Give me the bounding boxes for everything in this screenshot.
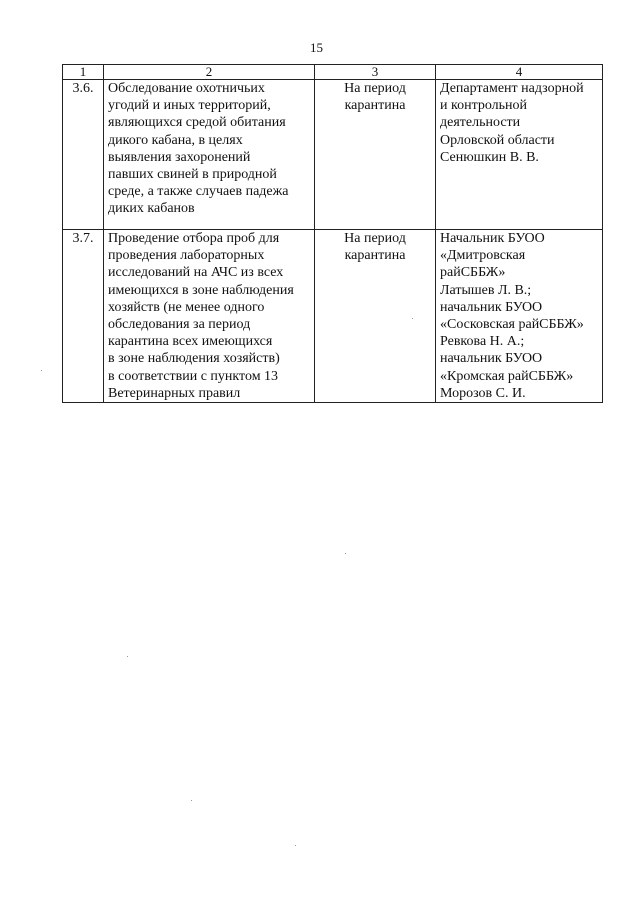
measures-table	[62, 64, 603, 403]
text-line: Департамент надзорной	[440, 81, 584, 96]
table-row	[63, 80, 603, 230]
text-line: карантина	[344, 248, 406, 264]
text-line: проведения лабораторных	[108, 248, 265, 264]
text-line: Ревкова Н. А.;	[440, 334, 525, 350]
text-line: угодий и иных территорий,	[108, 98, 271, 114]
text-line: На период	[344, 231, 406, 246]
table-header-row	[63, 65, 603, 80]
scan-speck	[295, 845, 296, 846]
text-line: карантина	[344, 98, 406, 114]
text-line: «Дмитровская	[440, 248, 526, 264]
period-cell	[315, 230, 436, 403]
text-line: выявления захоронений	[108, 149, 251, 165]
text-line: Сенюшкин В. В.	[440, 149, 539, 165]
text-line: в соответствии с пунктом 13	[108, 368, 279, 384]
scan-speck	[412, 318, 413, 319]
measure-description	[104, 230, 315, 403]
text-line: На период	[344, 81, 406, 96]
scan-speck	[345, 553, 346, 554]
text-line: деятельности	[440, 115, 521, 131]
responsible-cell	[436, 80, 603, 230]
scan-speck	[41, 370, 42, 371]
text-line: Обследование охотничьих	[108, 81, 265, 96]
text-line: и контрольной	[440, 98, 528, 114]
text-line: Ветеринарных правил	[108, 385, 241, 401]
scan-speck	[191, 800, 192, 801]
text-line: «Кромская райСББЖ»	[440, 368, 574, 384]
column-header-3: 3	[315, 65, 436, 80]
period-cell	[315, 80, 436, 230]
text-line: Орловской области	[440, 132, 555, 148]
row-number: 3.7.	[63, 230, 104, 403]
text-line: в зоне наблюдения хозяйств)	[108, 351, 280, 367]
text-line: Морозов С. И.	[440, 385, 526, 401]
text-line: диких кабанов	[108, 201, 195, 217]
text-line: «Сосковская райСББЖ»	[440, 317, 584, 333]
text-line: хозяйств (не менее одного	[108, 299, 265, 315]
responsible-cell	[436, 230, 603, 403]
text-line: имеющихся в зоне наблюдения	[108, 282, 294, 298]
scan-speck	[127, 656, 128, 657]
text-line: Начальник БУОО	[440, 231, 545, 246]
column-header-4: 4	[436, 65, 603, 80]
column-header-1: 1	[63, 65, 104, 80]
text-line: карантина всех имеющихся	[108, 334, 273, 350]
text-line: райСББЖ»	[440, 265, 506, 281]
text-line: начальник БУОО	[440, 299, 543, 315]
text-line: Проведение отбора проб для	[108, 231, 280, 246]
text-line: Латышев Л. В.;	[440, 282, 532, 298]
text-line: дикого кабана, в целях	[108, 132, 243, 148]
page-number: 15	[310, 40, 323, 55]
text-line: обследования за период	[108, 317, 251, 333]
text-line: павших свиней в природной	[108, 167, 277, 183]
text-line: начальник БУОО	[440, 351, 543, 367]
text-line: являющихся средой обитания	[108, 115, 286, 131]
text-line: исследований на АЧС из всех	[108, 265, 284, 281]
table-row	[63, 230, 603, 403]
measure-description	[104, 80, 315, 230]
column-header-2: 2	[104, 65, 315, 80]
row-number: 3.6.	[63, 80, 104, 230]
text-line: среде, а также случаев падежа	[108, 184, 289, 200]
